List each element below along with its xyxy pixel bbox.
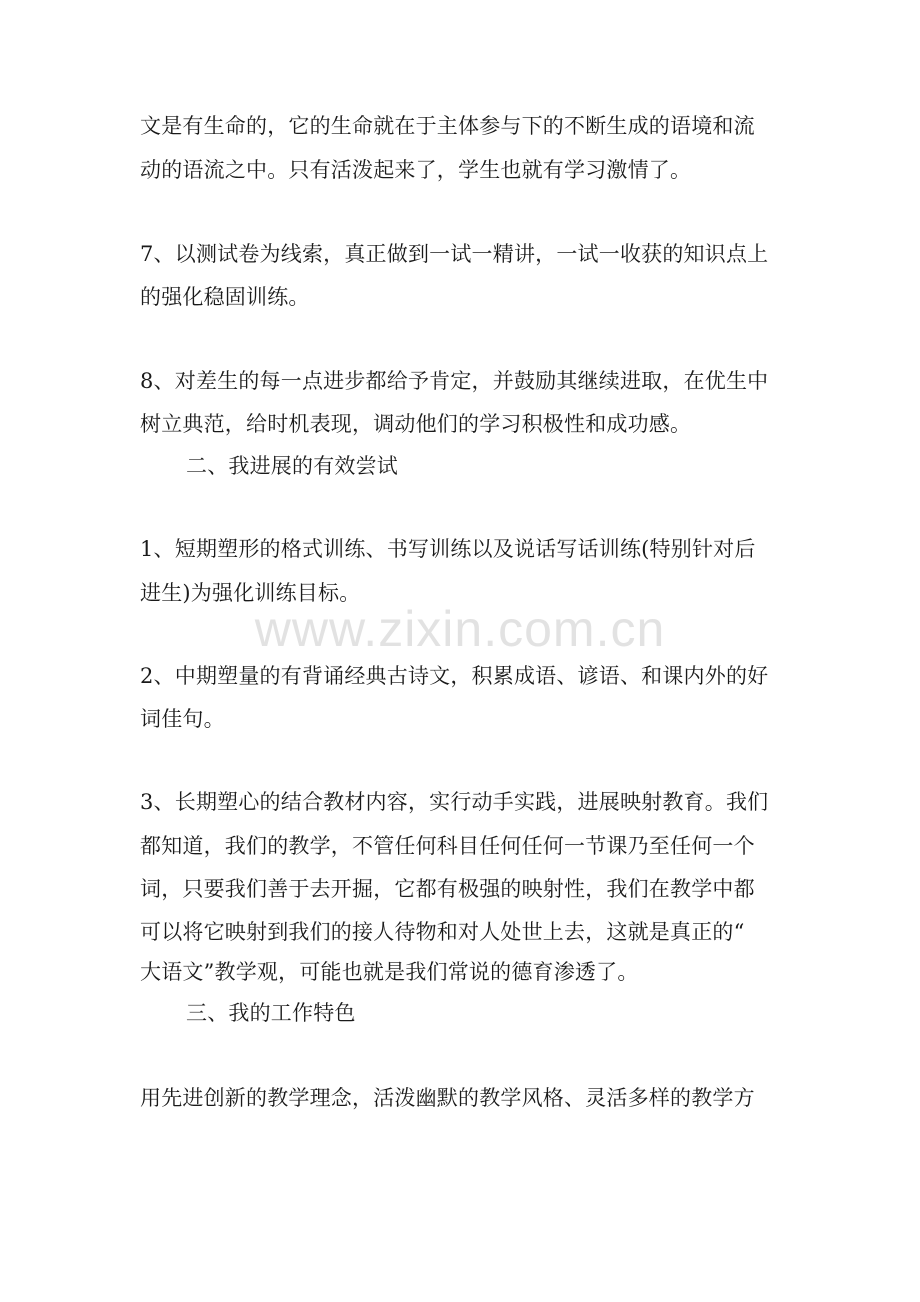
section2-item-1-line-1: 1、短期塑形的格式训练、书写训练以及说话写话训练(特别针对后 (140, 537, 756, 561)
final-paragraph-line-1: 用先进创新的教学理念，活泼幽默的教学风格、灵活多样的教学方 (140, 1086, 755, 1110)
section2-item-2-line-1: 2、中期塑量的有背诵经典古诗文，积累成语、谚语、和课内外的好 (140, 664, 769, 688)
section2-item-3-line-5: 大语文”教学观，可能也就是我们常说的德育渗透了。 (140, 960, 639, 984)
item-7-line-2: 的强化稳固训练。 (140, 285, 310, 309)
watermark-text: www.zixin.com.cn (254, 601, 666, 657)
section2-item-1-line-2: 进生)为强化训练目标。 (140, 581, 361, 605)
section2-item-2-line-2: 词佳句。 (140, 707, 225, 731)
section-heading-2: 二、我进展的有效尝试 (186, 454, 398, 478)
section2-item-3-line-2: 都知道，我们的教学，不管任何科目任何任何一节课乃至任何一个 (140, 834, 755, 858)
section2-item-3-line-1: 3、长期塑心的结合教材内容，实行动手实践，进展映射教育。我们 (140, 790, 769, 814)
item-8-line-1: 8、对差生的每一点进步都给予肯定，并鼓励其继续进取，在优生中 (140, 369, 769, 393)
section-heading-3: 三、我的工作特色 (186, 1001, 356, 1025)
item-7-line-1: 7、以测试卷为线索，真正做到一试一精讲，一试一收获的知识点上 (140, 242, 769, 266)
paragraph-continued-line-2: 动的语流之中。只有活泼起来了，学生也就有学习激情了。 (140, 158, 692, 182)
item-8-line-2: 树立典范，给时机表现，调动他们的学习积极性和成功感。 (140, 412, 692, 436)
section2-item-3-line-4: 可以将它映射到我们的接人待物和对人处世上去，这就是真正的“ (140, 920, 745, 944)
paragraph-continued-line-1: 文是有生命的，它的生命就在于主体参与下的不断生成的语境和流 (140, 114, 755, 138)
section2-item-3-line-3: 词，只要我们善于去开掘，它都有极强的映射性，我们在教学中都 (140, 877, 755, 901)
